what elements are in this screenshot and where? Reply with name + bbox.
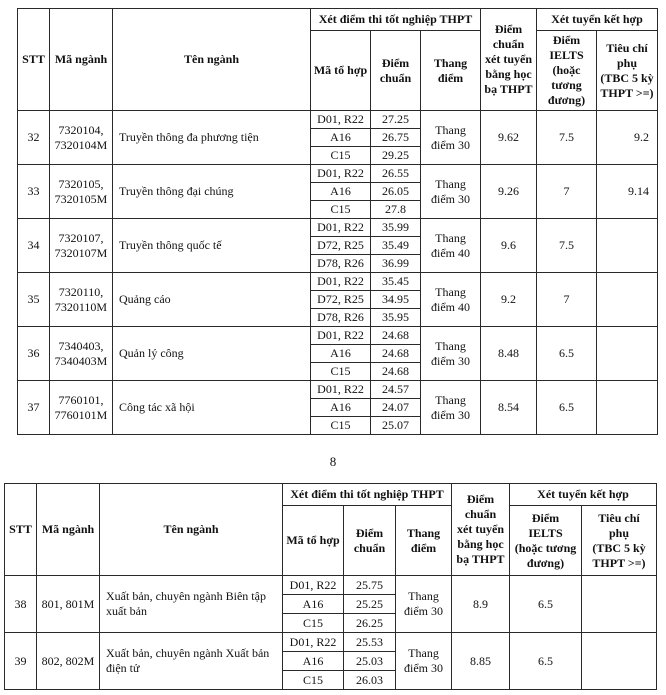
- ma-to-hop-cell: D01, R22: [311, 219, 371, 237]
- header-stt: STT: [18, 9, 50, 111]
- diem-hoc-ba-cell: 9.62: [481, 111, 537, 165]
- ten-nganh-cell: Quảng cáo: [113, 273, 311, 327]
- diem-chuan-cell: 24.57: [371, 381, 421, 399]
- diem-chuan-cell: 24.68: [371, 327, 421, 345]
- table-row: [18, 273, 658, 291]
- diem-hoc-ba-cell: 8.54: [481, 381, 537, 435]
- diem-chuan-cell: 35.95: [371, 309, 421, 327]
- ma-to-hop-cell: A16: [311, 183, 371, 201]
- ten-nganh-cell: Truyền thông đại chúng: [113, 165, 311, 219]
- table-row: [5, 576, 657, 595]
- ten-nganh-cell: Quản lý công: [113, 327, 311, 381]
- diem-chuan-cell: 26.03: [344, 671, 396, 690]
- ma-to-hop-cell: D01, R22: [311, 165, 371, 183]
- diem-chuan-cell: 26.55: [371, 165, 421, 183]
- thang-diem-cell: Thang điểm 30: [396, 633, 452, 690]
- stt-cell: 37: [18, 381, 50, 435]
- diem-chuan-cell: 35.45: [371, 273, 421, 291]
- diem-chuan-cell: 25.03: [344, 652, 396, 671]
- diem-chuan-cell: 24.68: [371, 363, 421, 381]
- ma-to-hop-cell: D01, R22: [311, 111, 371, 129]
- ten-nganh-cell: Công tác xã hội: [113, 381, 311, 435]
- ma-nganh-cell: 7760101, 7760101M: [50, 381, 113, 435]
- diem-ielts-cell: 6.5: [510, 633, 582, 690]
- diem-chuan-cell: 25.75: [344, 576, 396, 595]
- ma-nganh-cell: 7320105, 7320105M: [50, 165, 113, 219]
- ten-nganh-cell: Truyền thông quốc tế: [113, 219, 311, 273]
- thang-diem-cell: Thang điểm 30: [421, 111, 481, 165]
- header-ma-to-hop: Mã tổ hợp: [311, 31, 371, 111]
- ma-to-hop-cell: C15: [311, 201, 371, 219]
- diem-hoc-ba-cell: 9.2: [481, 273, 537, 327]
- ma-to-hop-cell: D01, R22: [311, 273, 371, 291]
- diem-chuan-cell: 24.68: [371, 345, 421, 363]
- diem-hoc-ba-cell: 9.6: [481, 219, 537, 273]
- ma-to-hop-cell: D78, R26: [311, 309, 371, 327]
- header-xet-tuyen-ket-hop: Xét tuyển kết hợp: [510, 484, 657, 506]
- header-ten-nganh: Tên ngành: [100, 484, 283, 576]
- header-diem-chuan: Điểm chuẩn: [344, 506, 396, 576]
- diem-chuan-cell: 25.07: [371, 417, 421, 435]
- thang-diem-cell: Thang điểm 40: [421, 219, 481, 273]
- diem-chuan-cell: 26.25: [344, 614, 396, 633]
- diem-ielts-cell: 7: [537, 273, 597, 327]
- ma-nganh-cell: 7320104, 7320104M: [50, 111, 113, 165]
- table-row: [18, 111, 658, 129]
- tieu-chi-phu-cell: [582, 633, 657, 690]
- ma-to-hop-cell: D78, R26: [311, 255, 371, 273]
- diem-chuan-cell: 25.25: [344, 595, 396, 614]
- header-xet-diem-thi: Xét điểm thi tốt nghiệp THPT: [311, 9, 481, 31]
- header-thang-diem: Thang điểm: [421, 31, 481, 111]
- table-row: [5, 633, 657, 652]
- ma-nganh-cell: 7340403, 7340403M: [50, 327, 113, 381]
- diem-chuan-cell: 27.8: [371, 201, 421, 219]
- ma-to-hop-cell: C15: [311, 147, 371, 165]
- header-ma-nganh: Mã ngành: [50, 9, 113, 111]
- header-diem-ielts: Điểm IELTS (hoặc tương đương): [510, 506, 582, 576]
- ten-nganh-cell: Truyền thông đa phương tiện: [113, 111, 311, 165]
- stt-cell: 39: [5, 633, 37, 690]
- stt-cell: 38: [5, 576, 37, 633]
- diem-ielts-cell: 7.5: [537, 219, 597, 273]
- table-row: [18, 327, 658, 345]
- stt-cell: 32: [18, 111, 50, 165]
- stt-cell: 35: [18, 273, 50, 327]
- tieu-chi-phu-cell: [597, 327, 658, 381]
- stt-cell: 36: [18, 327, 50, 381]
- tieu-chi-phu-cell: [582, 576, 657, 633]
- admission-table-bottom: [4, 483, 657, 690]
- ma-to-hop-cell: A16: [283, 595, 344, 614]
- ma-to-hop-cell: A16: [311, 129, 371, 147]
- header-tieu-chi-phu: Tiêu chí phụ (TBC 5 kỳ THPT >=): [582, 506, 657, 576]
- diem-ielts-cell: 7.5: [537, 111, 597, 165]
- stt-cell: 34: [18, 219, 50, 273]
- ma-to-hop-cell: D72, R25: [311, 291, 371, 309]
- admission-table-top: [17, 8, 658, 435]
- ma-nganh-cell: 802, 802M: [37, 633, 100, 690]
- ma-to-hop-cell: C15: [283, 614, 344, 633]
- tieu-chi-phu-cell: [597, 381, 658, 435]
- diem-hoc-ba-cell: 8.9: [452, 576, 510, 633]
- diem-chuan-cell: 24.07: [371, 399, 421, 417]
- header-ma-nganh: Mã ngành: [37, 484, 100, 576]
- header-diem-hoc-ba: Điểm chuẩn xét tuyển bằng học bạ THPT: [481, 9, 537, 111]
- ma-nganh-cell: 801, 801M: [37, 576, 100, 633]
- ma-to-hop-cell: D01, R22: [311, 327, 371, 345]
- diem-ielts-cell: 6.5: [510, 576, 582, 633]
- thang-diem-cell: Thang điểm 40: [421, 273, 481, 327]
- tieu-chi-phu-cell: [597, 273, 658, 327]
- ten-nganh-cell: Xuất bản, chuyên ngành Biên tập xuất bản: [100, 576, 283, 633]
- page-number: 8: [329, 454, 337, 469]
- diem-hoc-ba-cell: 8.48: [481, 327, 537, 381]
- header-tieu-chi-phu: Tiêu chí phụ (TBC 5 kỳ THPT >=): [597, 31, 658, 111]
- diem-hoc-ba-cell: 8.85: [452, 633, 510, 690]
- ten-nganh-cell: Xuất bản, chuyên ngành Xuất bản điện tử: [100, 633, 283, 690]
- ma-to-hop-cell: A16: [311, 345, 371, 363]
- diem-hoc-ba-cell: 9.26: [481, 165, 537, 219]
- ma-nganh-cell: 7320110, 7320110M: [50, 273, 113, 327]
- diem-chuan-cell: 26.05: [371, 183, 421, 201]
- header-xet-tuyen-ket-hop: Xét tuyển kết hợp: [537, 9, 658, 31]
- header-ten-nganh: Tên ngành: [113, 9, 311, 111]
- ma-to-hop-cell: D01, R22: [283, 576, 344, 595]
- ma-to-hop-cell: A16: [283, 652, 344, 671]
- diem-chuan-cell: 34.95: [371, 291, 421, 309]
- diem-chuan-cell: 25.53: [344, 633, 396, 652]
- thang-diem-cell: Thang điểm 30: [396, 576, 452, 633]
- thang-diem-cell: Thang điểm 30: [421, 165, 481, 219]
- diem-ielts-cell: 6.5: [537, 327, 597, 381]
- ma-to-hop-cell: C15: [311, 363, 371, 381]
- ma-to-hop-cell: D72, R25: [311, 237, 371, 255]
- diem-chuan-cell: 35.49: [371, 237, 421, 255]
- tieu-chi-phu-cell: [597, 219, 658, 273]
- diem-ielts-cell: 6.5: [537, 381, 597, 435]
- stt-cell: 33: [18, 165, 50, 219]
- header-diem-ielts: Điểm IELTS (hoặc tương đương): [537, 31, 597, 111]
- header-ma-to-hop: Mã tổ hợp: [283, 506, 344, 576]
- header-xet-diem-thi: Xét điểm thi tốt nghiệp THPT: [283, 484, 452, 506]
- diem-chuan-cell: 35.99: [371, 219, 421, 237]
- ma-to-hop-cell: D01, R22: [311, 381, 371, 399]
- header-diem-hoc-ba: Điểm chuẩn xét tuyển bằng học bạ THPT: [452, 484, 510, 576]
- thang-diem-cell: Thang điểm 30: [421, 381, 481, 435]
- diem-chuan-cell: 29.25: [371, 147, 421, 165]
- thang-diem-cell: Thang điểm 30: [421, 327, 481, 381]
- ma-to-hop-cell: C15: [311, 417, 371, 435]
- diem-chuan-cell: 36.99: [371, 255, 421, 273]
- tieu-chi-phu-cell: 9.14: [597, 165, 658, 219]
- tieu-chi-phu-cell: 9.2: [597, 111, 658, 165]
- ma-nganh-cell: 7320107, 7320107M: [50, 219, 113, 273]
- ma-to-hop-cell: A16: [311, 399, 371, 417]
- table-row: [18, 165, 658, 183]
- ma-to-hop-cell: D01, R22: [283, 633, 344, 652]
- header-stt: STT: [5, 484, 37, 576]
- header-thang-diem: Thang điểm: [396, 506, 452, 576]
- diem-chuan-cell: 26.75: [371, 129, 421, 147]
- diem-ielts-cell: 7: [537, 165, 597, 219]
- table-row: [18, 219, 658, 237]
- header-diem-chuan: Điểm chuẩn: [371, 31, 421, 111]
- table-row: [18, 381, 658, 399]
- diem-chuan-cell: 27.25: [371, 111, 421, 129]
- ma-to-hop-cell: C15: [283, 671, 344, 690]
